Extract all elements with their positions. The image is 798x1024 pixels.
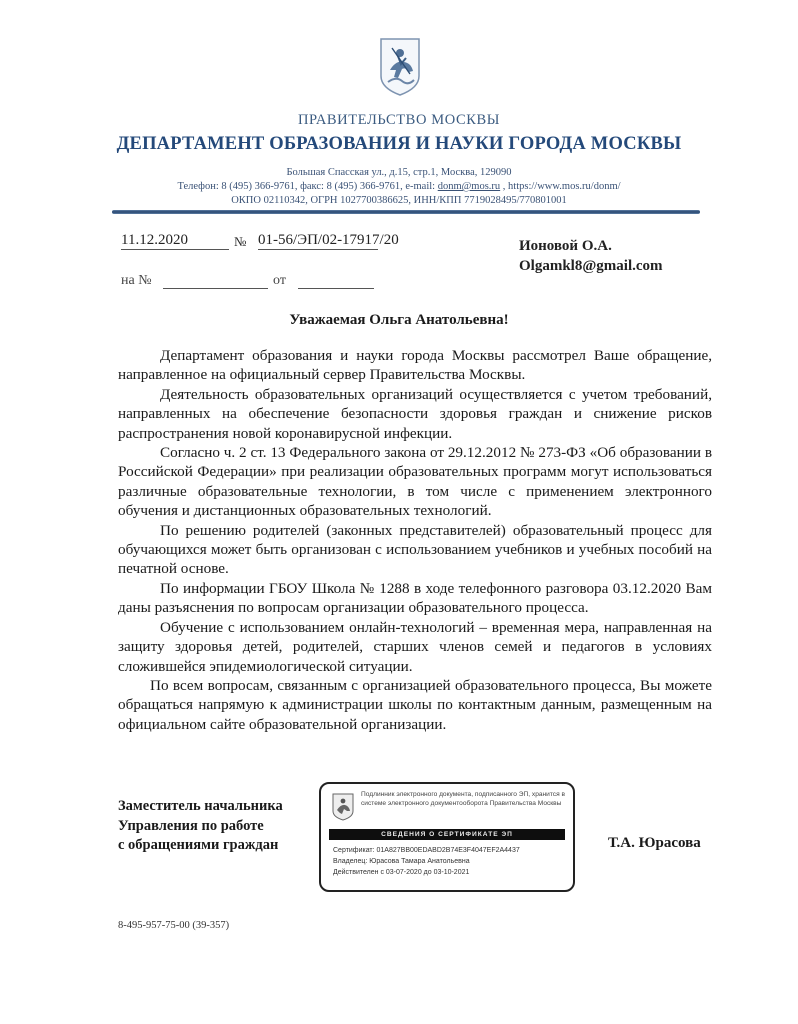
government-title: ПРАВИТЕЛЬСТВО МОСКВЫ bbox=[297, 112, 501, 128]
contacts-suffix: , https://www.mos.ru/donm/ bbox=[500, 181, 621, 192]
paragraph: По решению родителей (законных представителей) образовательный процесс для обучающихся может быть организован с использованием учебников и учебных пособий на печатной основе. bbox=[118, 521, 712, 578]
recipient-block bbox=[519, 236, 663, 276]
from-label: от bbox=[273, 273, 286, 288]
paragraph: Деятельность образовательных организаций осуществляется с учетом требований, направленных на обеспечение безопасности здоровья граждан и снижение рисков распространения новой коронавирусной инфекции. bbox=[118, 385, 712, 442]
executor-phone: 8-495-957-75-00 (39-357) bbox=[118, 920, 230, 931]
letter-body bbox=[118, 346, 712, 734]
registry-codes: ОКПО 02110342, ОГРН 1027700386625, ИНН/КПП 7719028495/770801001 bbox=[231, 195, 567, 206]
paragraph: Согласно ч. 2 ст. 13 Федерального закона от 29.12.2012 № 273-ФЗ «Об образовании в Российской Федерации» при реализации образовательных программ могут использоваться различные образовательные технологии, в том числе с применением электронного обучения и дистанционных образовательных технологий. bbox=[118, 444, 712, 520]
paragraph: Обучение с использованием онлайн-технологий – временная мера, направленная на защиту здоровья детей, родителей, старших членов семей и педагогов в условиях сложившейся эпидемиологической ситуации. bbox=[118, 618, 712, 675]
signer-name: Т.А. Юрасова bbox=[608, 835, 701, 851]
signer-position-line: с обращениями граждан bbox=[118, 837, 279, 853]
department-title: ДЕПАРТАМЕНТ ОБРАЗОВАНИЯ И НАУКИ ГОРОДА МОСКВЫ bbox=[116, 134, 682, 154]
letter-date: 11.12.2020 bbox=[121, 232, 229, 250]
letterhead-contacts bbox=[0, 166, 798, 208]
stamp-details bbox=[333, 845, 520, 878]
signer-position-line: Заместитель начальника bbox=[118, 798, 283, 814]
contacts-line bbox=[0, 180, 798, 194]
stamp-info-text: Подлинник электронного документа, подписанного ЭП, хранится в системе электронного документооборота Правительства Москвы bbox=[361, 791, 566, 808]
address: Большая Спасская ул., д.15, стр.1, Москва, 129090 bbox=[286, 167, 512, 178]
contacts-prefix: Телефон: 8 (495) 366-9761, факс: 8 (495) 366-9761, e-mail: bbox=[177, 181, 438, 192]
paragraph: По всем вопросам, связанным с организацией образовательного процесса, Вы можете обращаться напрямую к администрации школы по контактным данным, размещенным на официальном сайте образовательной организации. bbox=[118, 676, 712, 733]
number-sign: № bbox=[234, 234, 247, 249]
letterhead-divider bbox=[112, 210, 700, 214]
signer-position-line: Управления по работе bbox=[118, 817, 264, 834]
moscow-coat-of-arms-icon bbox=[331, 792, 355, 822]
recipient-email: Olgamkl8@gmail.com bbox=[519, 258, 663, 274]
stamp-header: СВЕДЕНИЯ О СЕРТИФИКАТЕ ЭП bbox=[329, 829, 565, 840]
paragraph: По информации ГБОУ Школа № 1288 в ходе телефонного разговора 03.12.2020 Вам даны разъяснения по вопросам организации образовательного процесса. bbox=[118, 579, 712, 617]
paragraph: Департамент образования и науки города Москвы рассмотрел Ваше обращение, направленное на официальный сервер Правительства Москвы. bbox=[118, 347, 712, 384]
moscow-coat-of-arms-icon bbox=[378, 36, 422, 98]
in-reply-blank bbox=[163, 288, 268, 289]
electronic-signature-stamp bbox=[319, 782, 575, 892]
recipient-name: Ионовой О.А. bbox=[519, 238, 612, 254]
in-reply-label: на № bbox=[121, 273, 152, 288]
signer-position bbox=[118, 797, 283, 856]
certificate-owner: Владелец: Юрасова Тамара Анатольевна bbox=[333, 858, 470, 865]
registration-number: 01-56/ЭП/02-17917/20 bbox=[258, 232, 399, 248]
salutation: Уважаемая Ольга Анатольевна! bbox=[289, 312, 509, 328]
from-date-blank bbox=[298, 288, 374, 289]
department-email-link[interactable]: donm@mos.ru bbox=[437, 181, 501, 192]
certificate-validity: Действителен с 03-07-2020 до 03-10-2021 bbox=[333, 869, 470, 876]
certificate-number: Сертификат: 01A827BB00EDABD2B74E3F4047EF2A4437 bbox=[333, 847, 520, 854]
